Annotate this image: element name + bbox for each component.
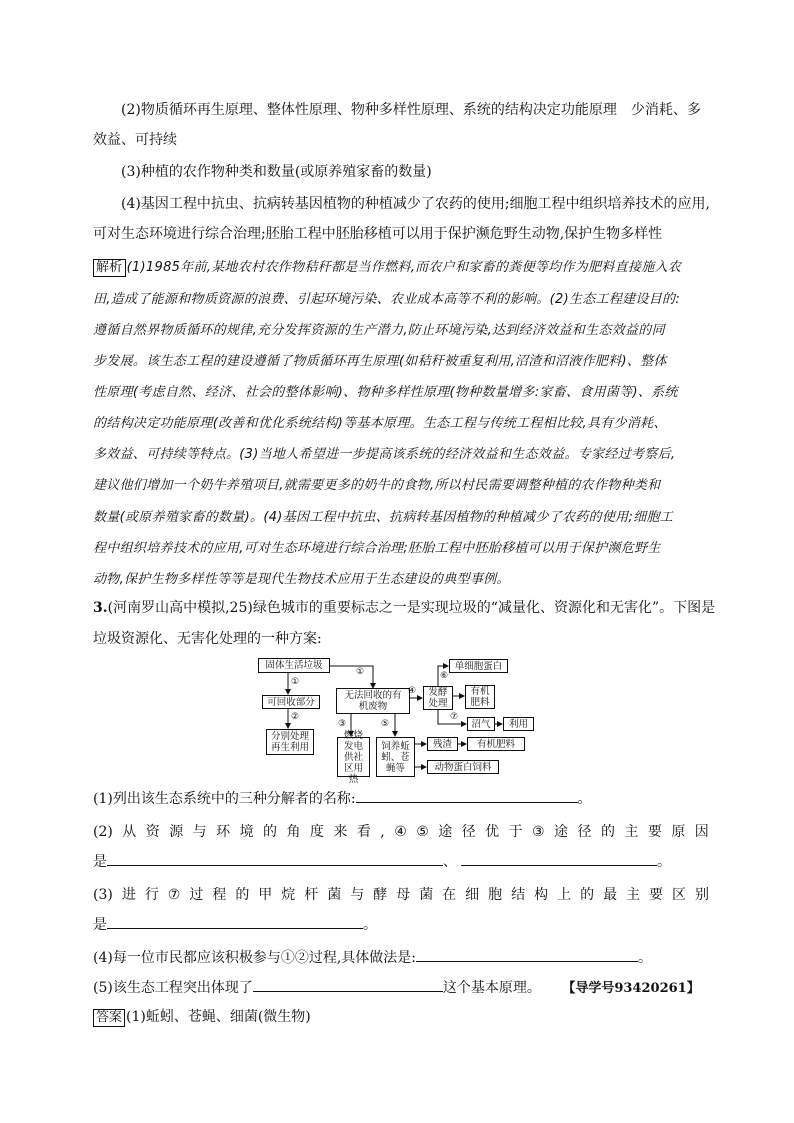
char: 于 (508, 824, 523, 840)
char: 甲 (258, 887, 273, 903)
sub-question-2-end: 。 (657, 854, 671, 870)
char: 胞 (488, 887, 503, 903)
question-3-line-1 (93, 598, 716, 618)
char: 行 (144, 887, 159, 903)
analysis-line-1 (93, 258, 709, 278)
guide-reference-number: 【导学号93420261】 (568, 981, 700, 996)
box-recyclable: 可回收部分 (262, 695, 320, 709)
box-organic-fertilizer-2: 有机肥料 (467, 737, 525, 751)
analysis-text: (1)1985年前,某地农村农作物秸秆都是当作燃料,而农户和家畜的粪便等均作为肥料直接施入农 (126, 260, 682, 275)
answer-2-line-2: 效益、可持续 (93, 132, 177, 148)
answer-blank-1[interactable] (356, 788, 578, 803)
sub-question-1-text: (1)列出该生态系统中的三种分解者的名称: (93, 791, 356, 807)
char: 的 (263, 824, 278, 840)
char: 角 (286, 824, 301, 840)
answer-4-line-2: 可对生态环境进行综合治理;胚胎工程中胚胎移植可以用于保护濒危野生动物,保护生物多样性 (93, 226, 663, 242)
box-use: 利用 (503, 717, 534, 731)
answer-blank-3[interactable] (107, 914, 363, 929)
char: 的 (580, 887, 595, 903)
char: 看 (356, 824, 371, 840)
analysis-text: 性原理(考虑自然、经济、社会的整体影响)、物种多样性原理(物种数量增多:家畜、食用菌等)、系统 (93, 385, 678, 400)
sub-question-2-sep: 、 (443, 854, 457, 870)
sub-question-2-line-1 (93, 822, 709, 842)
char: 资 (145, 824, 160, 840)
analysis-line-9 (93, 508, 709, 528)
char: 过 (189, 887, 204, 903)
char: 在 (442, 887, 457, 903)
char: 母 (396, 887, 411, 903)
box-burn: 燃烧发电供社区用热 (337, 737, 370, 777)
analysis-line-2 (93, 290, 709, 310)
question-3-stem: (河南罗山高中模拟,25)绿色城市的重要标志之一是实现垃圾的“减量化、资源化和无害化”。下图是 (107, 600, 716, 616)
answer-blank-4[interactable] (416, 947, 638, 962)
analysis-text: 动物,保护生物多样性等等是现代生物技术应用于生态建设的典型事例。 (93, 572, 510, 587)
analysis-text: 的结构决定功能原理(改善和优化系统结构)等基本原理。生态工程与传统工程相比较,具有少消耗、 (93, 416, 667, 431)
char: 境 (239, 824, 254, 840)
label-4: ④ (408, 686, 417, 696)
answer-3: (3)种植的农作物种类和数量(或原养殖家畜的数量) (121, 164, 432, 180)
analysis-text: 步发展。该生态工程的建设遵循了物质循环再生原理(如秸秆被重复利用,沼渣和沼液作肥料)、整体 (93, 354, 667, 369)
answer-blank-5[interactable] (253, 977, 443, 992)
analysis-line-11 (93, 570, 709, 590)
char: 要 (647, 824, 662, 840)
sub-question-2-line-2 (93, 851, 709, 872)
char: 原 (671, 824, 686, 840)
analysis-text: 建议他们增加一个奶牛养殖项目,就需要更多的奶牛的食物,所以村民需要调整种植的农作物种类和 (93, 478, 661, 493)
answer-4-line-1: (4)基因工程中抗虫、抗病转基因植物的种植减少了农药的使用;细胞工程中组织培养技术的应用, (121, 196, 710, 212)
box-single-cell-protein: 单细胞蛋白 (449, 659, 508, 673)
answer-1-text: (1)蚯蚓、苍蝇、细菌(微生物) (126, 1009, 311, 1025)
char: 从 (122, 824, 137, 840)
sub-question-3-line-2 (93, 914, 709, 935)
char: 酵 (373, 887, 388, 903)
analysis-tag: 解析 (93, 259, 126, 277)
char: 环 (216, 824, 231, 840)
char: 最 (603, 887, 618, 903)
analysis-line-8 (93, 476, 709, 496)
char: 杆 (304, 887, 319, 903)
box-residue: 残渣 (427, 737, 458, 751)
label-2: ② (291, 712, 300, 722)
char: , (380, 824, 385, 840)
char: 菌 (419, 887, 434, 903)
box-ferment: 发酵处理 (423, 686, 453, 710)
char: 因 (694, 824, 709, 840)
sub-question-3-end: 。 (363, 917, 377, 933)
char: 优 (485, 824, 500, 840)
char: 程 (212, 887, 227, 903)
sub-question-4 (93, 947, 709, 968)
char: 细 (465, 887, 480, 903)
box-biogas: 沼气 (467, 717, 495, 731)
analysis-text: 程中组织培养技术的应用,可对生态环境进行综合治理;胚胎工程中胚胎移植可以用于保护濒危野生 (93, 541, 661, 556)
char: 菌 (327, 887, 342, 903)
box-unrecyclable: 无法回收的有机废物 (336, 688, 410, 714)
sub-question-5-mid: 这个基本原理。 (442, 980, 541, 996)
question-3-line-2: 垃圾资源化、无害化处理的一种方案: (93, 631, 322, 647)
char: (3) (93, 887, 113, 903)
char: 上 (557, 887, 572, 903)
sub-question-2-start: 是 (93, 854, 107, 870)
char: (2) (93, 824, 113, 840)
label-7: ⑦ (450, 712, 459, 722)
analysis-line-5 (93, 383, 709, 403)
box-solid-waste: 固体生活垃圾 (258, 658, 330, 673)
char: 度 (309, 824, 324, 840)
answer-line (93, 1007, 709, 1027)
sub-question-3-start: 是 (93, 917, 107, 933)
answer-2-line-1: (2)物质循环再生原理、整体性原理、物种多样性原理、系统的结构决定功能原理 少消耗、多 (121, 102, 701, 118)
char: 径 (577, 824, 592, 840)
char: ④ (394, 824, 407, 840)
sub-question-1 (93, 788, 709, 809)
char: ⑦ (167, 887, 181, 903)
analysis-line-4 (93, 352, 709, 372)
char: 结 (511, 887, 526, 903)
char: ⑤ (416, 824, 429, 840)
label-5: ⑤ (381, 719, 390, 729)
box-organic-fertilizer: 有机肥料 (465, 685, 495, 709)
analysis-line-3 (93, 321, 709, 341)
answer-blank-2a[interactable] (107, 851, 443, 866)
analysis-line-7 (93, 445, 709, 465)
char: ③ (532, 824, 545, 840)
box-animal-protein-feed: 动物蛋白饲料 (427, 760, 499, 774)
char: 与 (192, 824, 207, 840)
analysis-line-6 (93, 414, 709, 434)
label-6: ⑥ (440, 671, 449, 681)
sub-question-4-text: (4)每一位市民都应该积极参与①②过程,具体做法是: (93, 950, 416, 966)
label-1: ① (291, 677, 300, 687)
char: 烷 (281, 887, 296, 903)
waste-processing-diagram (258, 658, 538, 785)
char: 进 (121, 887, 136, 903)
char: 来 (333, 824, 348, 840)
char: 源 (169, 824, 184, 840)
answer-blank-2b[interactable] (461, 851, 657, 866)
sub-question-5-text: (5)该生态工程突出体现了 (93, 980, 253, 996)
sub-question-3-line-1 (93, 885, 709, 905)
char: 要 (649, 887, 664, 903)
char: 途 (438, 824, 453, 840)
char: 的 (235, 887, 250, 903)
char: 径 (461, 824, 476, 840)
box-sort-reuse: 分别处理再生利用 (266, 729, 314, 755)
char: 的 (600, 824, 615, 840)
sub-question-1-end: 。 (577, 791, 592, 807)
char: 区 (672, 887, 687, 903)
analysis-line-10 (93, 539, 709, 559)
char: 别 (695, 887, 709, 903)
char: 主 (626, 887, 641, 903)
char: 主 (624, 824, 639, 840)
char: 与 (350, 887, 365, 903)
analysis-text: 田,造成了能源和物质资源的浪费、引起环境污染、农业成本高等不利的影响。(2)生态工程建设目的: (93, 292, 681, 307)
answer-tag: 答案 (93, 1009, 125, 1027)
sub-question-5 (93, 977, 709, 999)
analysis-text: 多效益、可持续等特点。(3)当地人希望进一步提高该系统的经济效益和生态效益。专家经过考察后, (93, 447, 676, 462)
label-3: ③ (338, 719, 347, 729)
label-1b: ① (356, 667, 365, 677)
box-feed: 饲养蚯蚓、苍蝇等 (376, 737, 415, 777)
char: 途 (554, 824, 569, 840)
question-number: 3. (93, 600, 108, 616)
char: 构 (534, 887, 549, 903)
sub-question-4-end: 。 (638, 950, 652, 966)
analysis-text: 数量(或原养殖家畜的数量)。(4)基因工程中抗虫、抗病转基因植物的种植减少了农药的使用;细胞工 (93, 510, 674, 525)
analysis-text: 遵循自然界物质循环的规律,充分发挥资源的生产潜力,防止环境污染,达到经济效益和生态效益的同 (93, 323, 665, 338)
